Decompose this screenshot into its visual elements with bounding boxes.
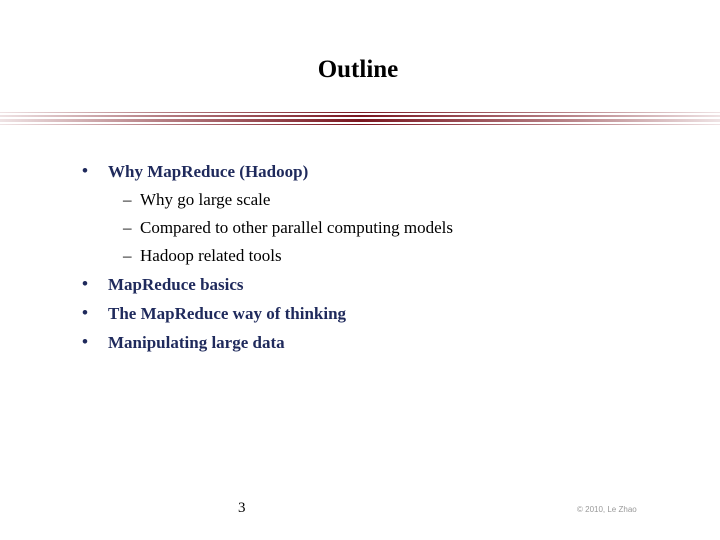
divider-rule: [0, 115, 720, 117]
sub-bullet-item-label: Hadoop related tools: [140, 246, 282, 265]
divider-rule: [0, 119, 720, 122]
bullet-item-label: Why MapReduce (Hadoop): [108, 162, 309, 181]
divider-rule: [0, 112, 720, 113]
bullet-icon: •: [82, 332, 88, 351]
sub-bullet-item-label: Compared to other parallel computing models: [140, 218, 454, 237]
sub-bullet-item: [82, 242, 453, 270]
dash-icon: –: [123, 190, 132, 209]
bullet-item-label: MapReduce basics: [108, 275, 244, 294]
dash-icon: –: [123, 246, 132, 265]
outline-list: [82, 157, 453, 357]
bullet-item-label: Manipulating large data: [108, 333, 285, 352]
divider-rule: [0, 124, 720, 125]
dash-icon: –: [123, 218, 132, 237]
copyright-notice: © 2010, Le Zhao: [577, 505, 637, 514]
title-divider: [0, 108, 720, 128]
sub-bullet-item: [82, 214, 453, 242]
sub-bullet-item-label: Why go large scale: [140, 190, 271, 209]
bullet-icon: •: [82, 274, 88, 293]
slide-title: Outline: [317, 56, 399, 83]
bullet-item: [82, 270, 453, 299]
bullet-icon: •: [82, 303, 88, 322]
bullet-item: [82, 328, 453, 357]
bullet-item: [82, 299, 453, 328]
sub-bullet-item: [82, 186, 453, 214]
page-number: 3: [238, 500, 246, 516]
bullet-item-label: The MapReduce way of thinking: [108, 304, 347, 323]
bullet-icon: •: [82, 161, 88, 180]
bullet-item: [82, 157, 453, 186]
